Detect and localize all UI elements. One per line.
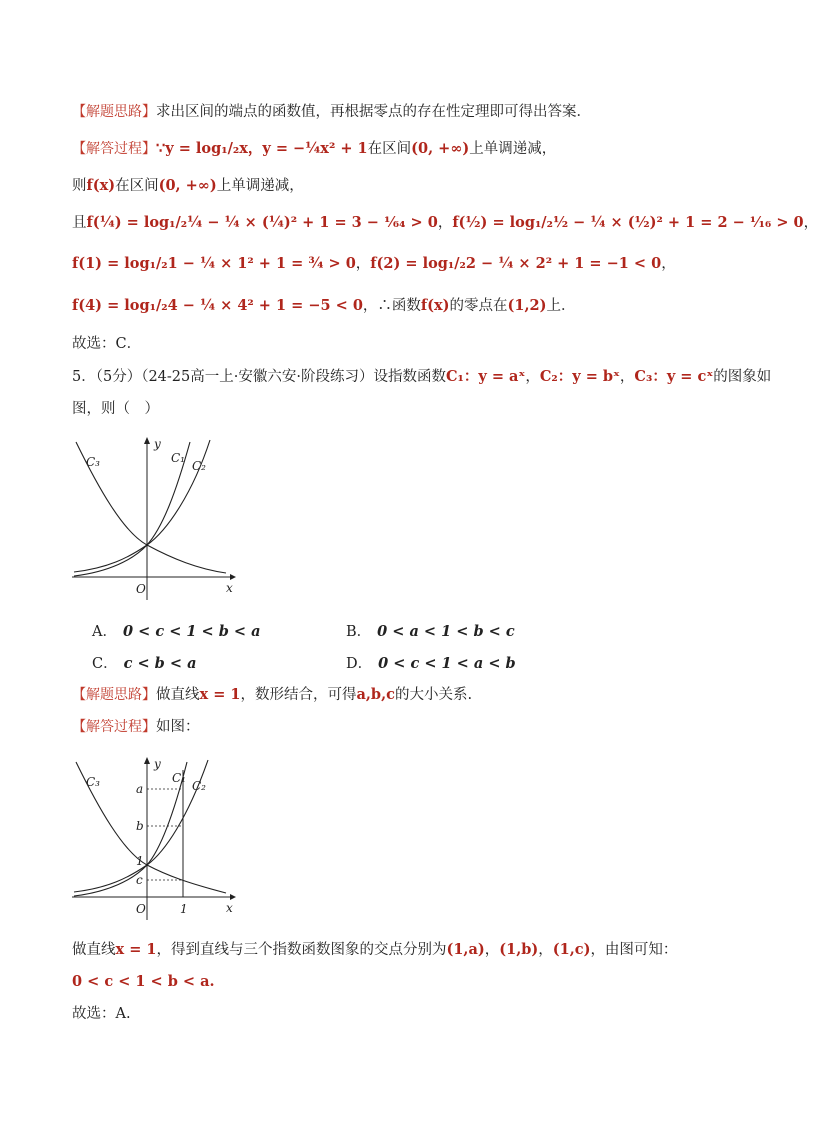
c2-label: C₂ <box>192 459 206 473</box>
text: 且 <box>72 215 87 231</box>
formula-f-2: f(2) = log₁/₂2 − ¼ × 2² + 1 = −1 < 0 <box>370 255 662 272</box>
point-1b: (1,b) <box>499 941 539 958</box>
interval: (0, +∞) <box>411 140 470 157</box>
text: 做直线 <box>72 942 116 958</box>
y-axis-label: y <box>154 437 161 451</box>
text: ， <box>525 369 540 385</box>
text: ，∴函数 <box>362 298 421 314</box>
text: ， <box>661 256 676 272</box>
origin-label: O <box>136 902 146 916</box>
answer-text: 故选：C． <box>72 336 142 352</box>
interval: (1,2) <box>507 297 547 314</box>
interval: (0, +∞) <box>158 177 217 194</box>
analysis-text: 求出区间的端点的函数值，再根据零点的存在性定理即可得出答案． <box>156 104 591 120</box>
text: 的零点在 <box>449 298 508 314</box>
x-axis-label: x <box>226 581 233 595</box>
one-x-label: 1 <box>180 902 188 916</box>
analysis-line <box>72 102 591 122</box>
formula-x1: x = 1 <box>199 686 241 703</box>
c-label: c <box>136 873 143 887</box>
point-1c: (1,c) <box>552 941 591 958</box>
option-value: 0 < c < 1 < b < a <box>122 623 261 640</box>
text: 如图： <box>156 719 200 735</box>
c2-def: C₂：y = bˣ <box>539 368 620 385</box>
option-value: c < b < a <box>123 655 197 672</box>
solution-tag: 【解答过程】 <box>72 141 156 157</box>
text: 上单调递减， <box>469 141 557 157</box>
exponential-graph-2 <box>68 752 238 922</box>
text: 上单调递减， <box>216 178 304 194</box>
one-y-label: 1 <box>136 854 144 868</box>
formula-f-1: f(1) = log₁/₂1 − ¼ × 1² + 1 = ¾ > 0 <box>72 255 356 272</box>
vars-abc: a,b,c <box>356 686 395 703</box>
solution-line-3 <box>72 213 818 233</box>
option-value: 0 < a < 1 < b < c <box>377 623 515 640</box>
formula-functions: ∵y = log₁/₂x，y = −¼x² + 1 <box>156 140 368 157</box>
c1-def: C₁：y = aˣ <box>445 368 526 385</box>
conclusion-line-2 <box>72 972 215 992</box>
b-label: b <box>136 819 144 833</box>
formula-f-half: f(½) = log₁/₂½ − ¼ × (½)² + 1 = 2 − ¹⁄₁₆ > 0 <box>452 214 804 231</box>
formula-x1: x = 1 <box>115 941 157 958</box>
option-value: 0 < c < 1 < a < b <box>378 655 516 672</box>
option-letter: D． <box>346 656 373 672</box>
text: 的大小关系. <box>394 687 473 703</box>
option-c[interactable] <box>92 652 196 673</box>
text: ，由图可知： <box>590 942 678 958</box>
solution-line-1 <box>72 139 556 159</box>
option-letter: A． <box>92 624 117 640</box>
origin-label: O <box>136 582 146 596</box>
option-a[interactable] <box>92 620 261 641</box>
question-number: 5．（5分）（24-25高一上·安徽六安·阶段练习）设指数函数 <box>72 369 446 385</box>
text: ， <box>484 942 500 958</box>
fx: f(x) <box>86 177 116 194</box>
x-axis-label: x <box>226 901 233 915</box>
text: 的图象如 <box>713 369 772 385</box>
question-5-line-1 <box>72 367 771 387</box>
solution-line-4 <box>72 254 676 274</box>
solution-line-5 <box>72 296 575 316</box>
c2-label: C₂ <box>192 779 206 793</box>
analysis-tag: 【解题思路】 <box>72 687 156 703</box>
formula-f-4: f(4) = log₁/₂4 − ¼ × 4² + 1 = −5 < 0 <box>72 297 363 314</box>
text: 在区间 <box>367 141 412 157</box>
analysis-2-line <box>72 685 472 705</box>
text: 则 <box>72 178 87 194</box>
solution-line-2 <box>72 176 304 196</box>
exponential-graph-1 <box>68 432 238 602</box>
text: ， <box>437 215 453 231</box>
analysis-tag: 【解题思路】 <box>72 104 156 120</box>
conclusion-line-1 <box>72 940 677 960</box>
text: 图，则（ ） <box>72 401 159 417</box>
a-label: a <box>136 782 144 796</box>
c3-label: C₃ <box>86 455 100 469</box>
c3-label: C₃ <box>86 775 100 789</box>
y-axis-label: y <box>154 757 161 771</box>
text: 做直线 <box>156 687 200 703</box>
c1-label: C₁ <box>171 451 185 465</box>
option-b[interactable] <box>346 620 515 641</box>
option-letter: C． <box>92 656 118 672</box>
text: ，得到直线与三个指数函数图象的交点分别为 <box>156 942 447 958</box>
text: ， <box>538 942 553 958</box>
answer-text: 故选：A. <box>72 1006 131 1022</box>
formula-f-quarter: f(¼) = log₁/₂¼ − ¼ × (¼)² + 1 = 3 − ¹⁄₆₄ > 0 <box>86 214 438 231</box>
text: 在区间 <box>115 178 159 194</box>
c3-def: C₃：y = cˣ <box>634 368 714 385</box>
point-1a: (1,a) <box>446 941 485 958</box>
solution-2-line <box>72 717 200 737</box>
option-d[interactable] <box>346 652 516 673</box>
text: 上． <box>546 298 576 314</box>
text: ， <box>803 215 818 231</box>
solution-tag: 【解答过程】 <box>72 719 156 735</box>
text: ， <box>355 256 371 272</box>
text: ， <box>619 369 635 385</box>
answer-line <box>72 334 141 354</box>
c1-label: C₁ <box>172 771 186 785</box>
result-inequality: 0 < c < 1 < b < a. <box>72 973 215 990</box>
option-letter: B． <box>346 624 372 640</box>
fx: f(x) <box>420 297 450 314</box>
question-5-line-2 <box>72 399 159 419</box>
conclusion-answer <box>72 1004 131 1024</box>
text: ，数形结合，可得 <box>240 687 357 703</box>
